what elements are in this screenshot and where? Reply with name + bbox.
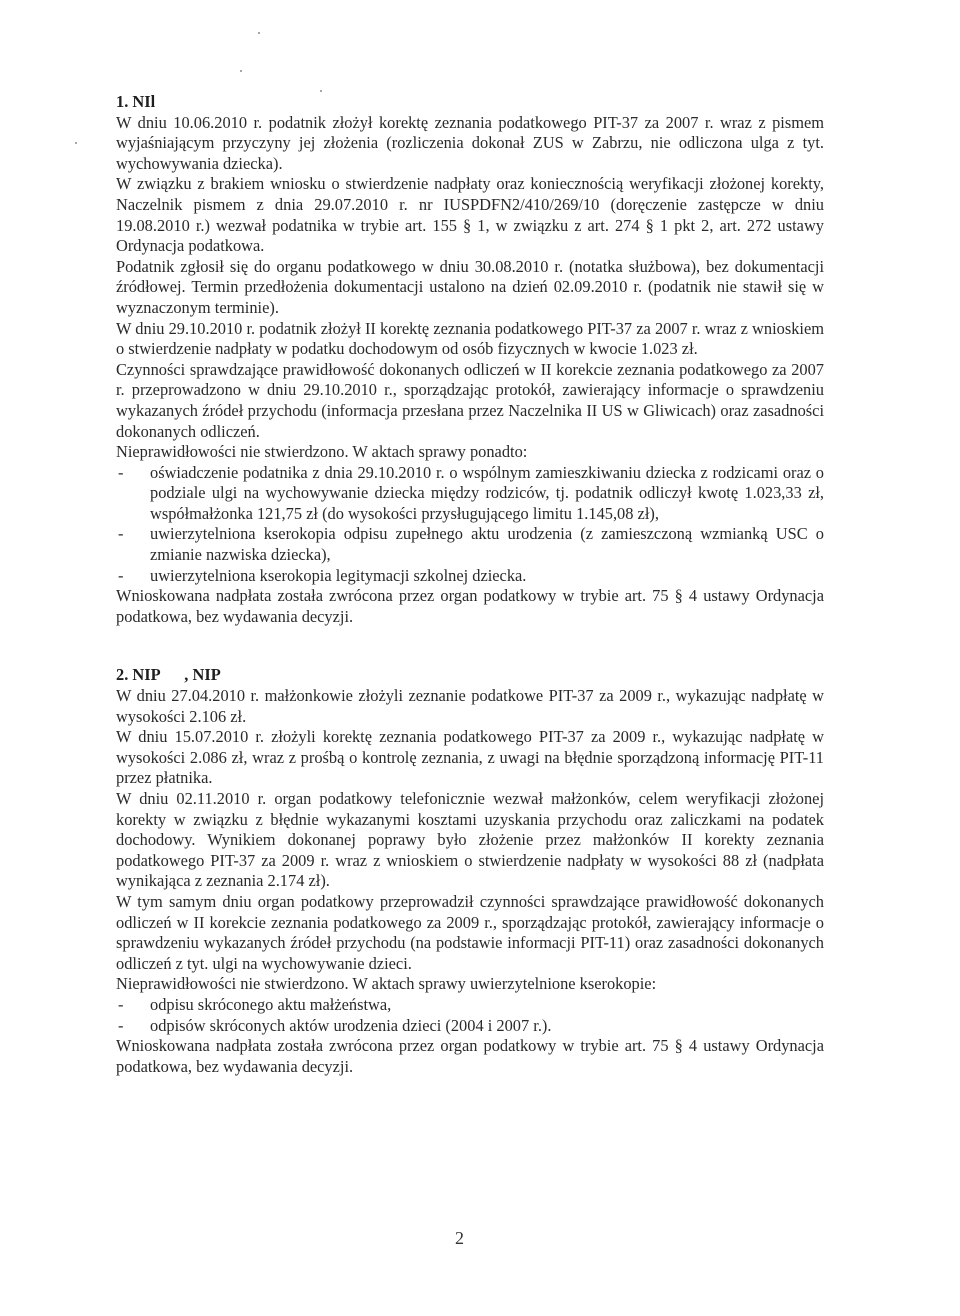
bullet-item: - uwierzytelniona kserokopia odpisu zupełnego aktu urodzenia (z zamieszczoną wzmianką USC o zmianie nazwiska dziecka), <box>116 524 824 565</box>
bullet-item: - oświadczenie podatnika z dnia 29.10.2010 r. o wspólnym zamieszkiwaniu dziecka z rodzicami oraz o podziale ulgi na wychowywanie dziecka między rodziców, tj. podatnik odliczył kwotę 1.023,33 zł, współmałżonka 121,75 zł (do wysokości przysługującego limitu 1.145,08 zł), <box>116 463 824 525</box>
scan-speck <box>75 142 77 144</box>
paragraph: W dniu 27.04.2010 r. małżonkowie złożyli zeznanie podatkowe PIT-37 za 2009 r., wykazując nadpłatę w wysokości 2.106 zł. <box>116 686 824 726</box>
paragraph: W dniu 15.07.2010 r. złożyli korektę zeznania podatkowego PIT-37 za 2009 r., wykazując nadpłatę w wysokości 2.086 zł, wraz z prośbą o kontrolę zeznania, z uwagi na błędnie sporządzoną informację PIT-11 przez płatnika. <box>116 727 824 788</box>
paragraph: Czynności sprawdzające prawidłowość dokonanych odliczeń w II korekcie zeznania podatkowego za 2007 r. przeprowadzono w dniu 29.10.2010 r., sporządzając protokół, zawierający informacje o sprawdzeniu wykazanych źródeł przychodu (informacja przesłana przez Naczelnika II US w Gliwicach) oraz zasadności dokonanych odliczeń. <box>116 359 824 441</box>
scan-speck <box>258 32 260 34</box>
paragraph: W związku z brakiem wniosku o stwierdzenie nadpłaty oraz koniecznością weryfikacji złożonej korekty, Naczelnik pismem z dnia 29.07.2010 r. nr IUSPDFN2/410/269/10 (doręczenie zastępcze w dniu 19.08.2010 r.) wezwał podatnika w trybie art. 155 § 1, w związku z art. 274 § 1 pkt 2, art. 272 ustawy Ordynacja podatkowa. <box>116 174 824 256</box>
document-page <box>116 92 824 1077</box>
bullet-list <box>116 463 824 587</box>
paragraph: W tym samym dniu organ podatkowy przeprowadził czynności sprawdzające prawidłowość dokonanych odliczeń w II korekcie zeznania podatkowego za 2009 r., sporządzając protokół, zawierający informacje o sprawdzeniu wykazanych źródeł przychodu (na podstawie informacji PIT-11) oraz zasadności dokonanych odliczeń z tyt. ulgi na wychowywanie dzieci. <box>116 891 824 973</box>
section-1-heading: 1. NIl <box>116 92 156 111</box>
closing-paragraph: Wnioskowana nadpłata została zwrócona przez organ podatkowy w trybie art. 75 § 4 ustawy Ordynacja podatkowa, bez wydawania decyzji. <box>116 586 824 626</box>
scan-speck <box>240 70 242 72</box>
section-2-heading: 2. NIP , NIP <box>116 665 221 685</box>
paragraph: Podatnik zgłosił się do organu podatkowego w dniu 30.08.2010 r. (notatka służbowa), bez dokumentacji źródłowej. Termin przedłożenia dokumentacji ustalono na dzień 02.09.2010 r. (podatnik nie stawił się w wyznaczonym terminie). <box>116 256 824 317</box>
paragraph: Nieprawidłowości nie stwierdzono. W aktach sprawy ponadto: <box>116 442 528 462</box>
closing-paragraph: Wnioskowana nadpłata została zwrócona przez organ podatkowy w trybie art. 75 § 4 ustawy Ordynacja podatkowa, bez wydawania decyzji. <box>116 1036 824 1076</box>
bullet-item: - odpisów skróconych aktów urodzenia dzieci (2004 i 2007 r.). <box>116 1016 824 1037</box>
paragraph: W dniu 29.10.2010 r. podatnik złożył II korektę zeznania podatkowego PIT-37 za 2007 r. wraz z wnioskiem o stwierdzenie nadpłaty w podatku dochodowym od osób fizycznych w kwocie 1.023 zł. <box>116 318 824 359</box>
paragraph: W dniu 10.06.2010 r. podatnik złożył korektę zeznania podatkowego PIT-37 za 2007 r. wraz z pismem wyjaśniającym przyczyny jej złożenia (rozliczenia dokonał ZUS w Zabrzu, nie odliczona ulga z tyt. wychowywania dziecka). <box>116 112 824 173</box>
bullet-item: - odpisu skróconego aktu małżeństwa, <box>116 995 824 1016</box>
page-number: 2 <box>455 1228 464 1248</box>
bullet-list <box>116 995 824 1036</box>
paragraph: Nieprawidłowości nie stwierdzono. W aktach sprawy uwierzytelnione kserokopie: <box>116 974 657 994</box>
bullet-item: - uwierzytelniona kserokopia legitymacji szkolnej dziecka. <box>116 566 824 587</box>
paragraph: W dniu 02.11.2010 r. organ podatkowy telefonicznie wezwał małżonków, celem weryfikacji złożonej korekty w związku z błędnie wykazanymi kosztami uzyskania przychodu oraz zaliczkami na podatek dochodowy. Wynikiem dokonanej poprawy było złożenie przez małżonków II korekty zeznania podatkowego PIT-37 za 2009 r. wraz z wnioskiem o stwierdzenie nadpłaty w wysokości 88 zł (nadpłata wynikająca z zeznania 2.174 zł). <box>116 789 824 891</box>
